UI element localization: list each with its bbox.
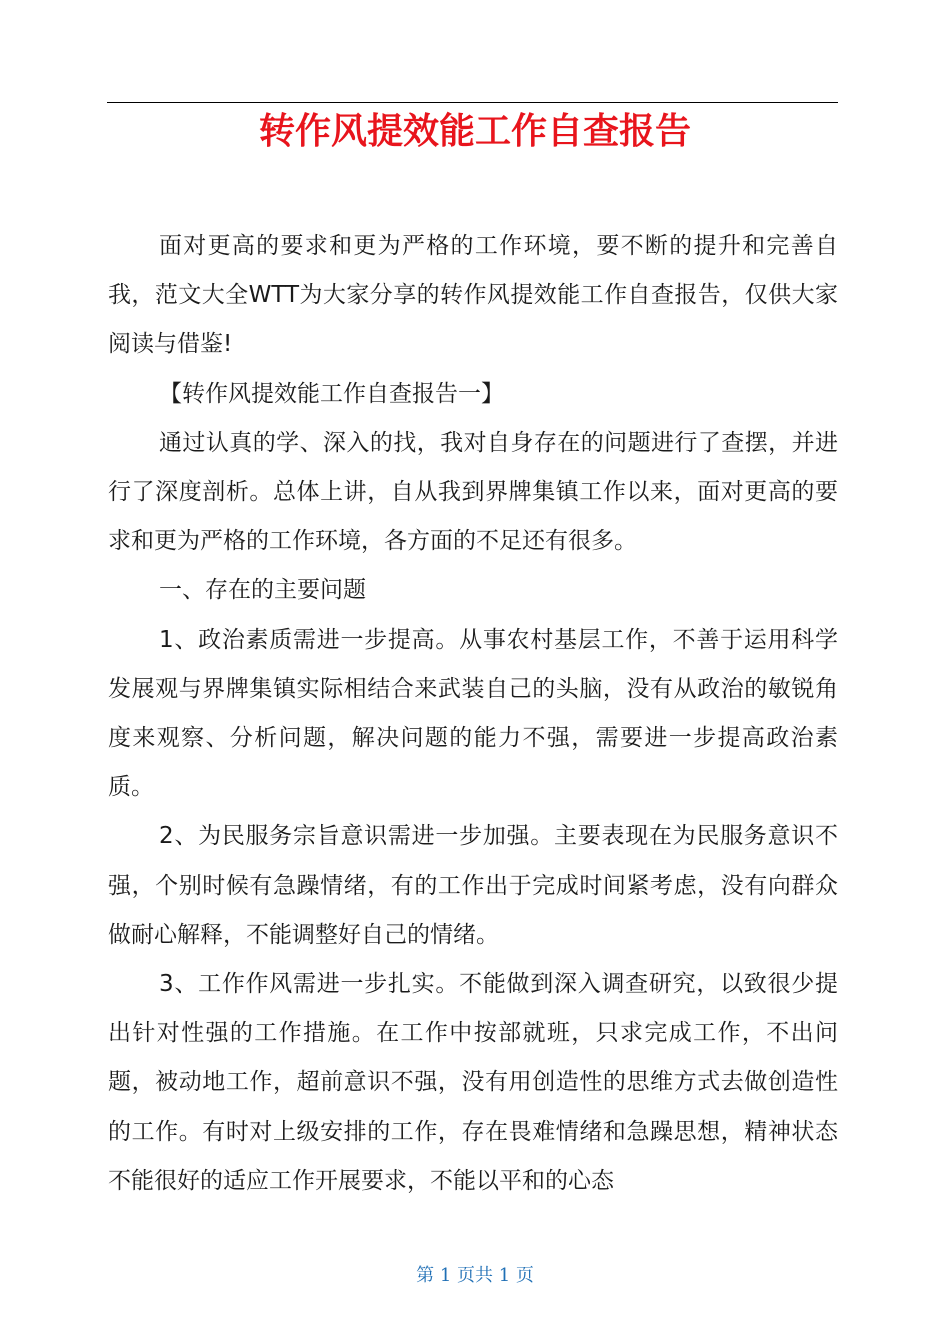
section-heading-report-one: 【转作风提效能工作自查报告一】	[159, 380, 504, 407]
body-paragraph: 通过认真的学、深入的找，我对自身存在的问题进行了查摆，并进行了深度剖析。总体上讲，自从我到界牌集镇工作以来，面对更高的要求和更为严格的工作环境，各方面的不足还有很多。	[108, 429, 838, 555]
section-heading-main-problems: 一、存在的主要问题	[159, 577, 366, 604]
problem-item-2: 2、为民服务宗旨意识需进一步加强。主要表现在为民服务意识不强，个别时候有急躁情绪，有的工作出于完成时间紧考虑，没有向群众做耐心解释，不能调整好自己的情绪。	[108, 823, 838, 948]
header-rule	[107, 102, 838, 103]
document-title: 转作风提效能工作自查报告	[258, 111, 691, 152]
problem-item-1: 1、政治素质需进一步提高。从事农村基层工作，不善于运用科学发展观与界牌集镇实际相结合来武装自己的头脑，没有从政治的敏锐角度来观察、分析问题，解决问题的能力不强，需要进一步提高政治素质。	[108, 626, 838, 801]
intro-paragraph: 面对更高的要求和更为严格的工作环境，要不断的提升和完善自我，范文大全WTT为大家分享的转作风提效能工作自查报告，仅供大家阅读与借鉴!	[108, 233, 838, 358]
problem-item-3: 3、工作作风需进一步扎实。不能做到深入调查研究，以致很少提出针对性强的工作措施。在工作中按部就班，只求完成工作，不出问题，被动地工作，超前意识不强，没有用创造性的思维方式去做创造性的工作。有时对上级安排的工作，存在畏难情绪和急躁思想，精神状态不能很好的适应工作开展要求，不能以平和的心态	[108, 971, 838, 1194]
page-number-footer: 第 1 页共 1 页	[416, 1265, 534, 1286]
document-body	[108, 222, 838, 1206]
